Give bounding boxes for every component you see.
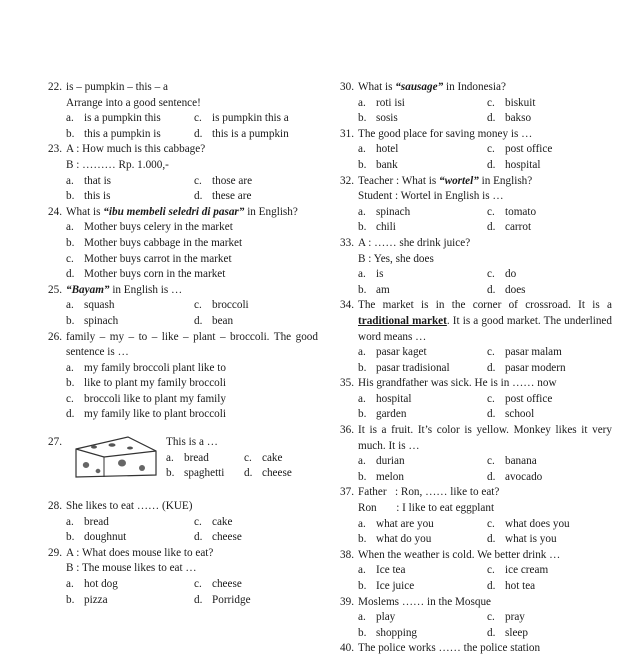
option-a[interactable]: a. my family broccoli plant like to bbox=[66, 361, 226, 374]
question-23 bbox=[48, 142, 318, 204]
question-instruction: Arrange into a good sentence! bbox=[66, 96, 201, 109]
question-31 bbox=[340, 127, 612, 174]
option-d[interactable]: d. cheese bbox=[194, 531, 242, 544]
option-b[interactable]: b. doughnut bbox=[66, 531, 127, 544]
question-number: 28. bbox=[48, 500, 62, 513]
question-text: The market is in the corner of crossroad. It is a traditional market. It is a good market. The underlined word means … bbox=[358, 299, 612, 343]
question-37 bbox=[340, 485, 612, 547]
question-text: A : What does mouse like to eat? bbox=[66, 546, 214, 559]
question-number: 37. bbox=[340, 486, 354, 499]
option-a[interactable]: a. durian bbox=[358, 455, 405, 468]
option-c[interactable]: c. cake bbox=[244, 451, 283, 464]
option-c[interactable]: c. post office bbox=[487, 143, 553, 156]
options bbox=[66, 577, 318, 608]
option-b[interactable]: b. Ice juice bbox=[358, 580, 415, 592]
option-a[interactable]: a. bread bbox=[166, 451, 209, 464]
question-text: When the weather is cold. We better drink … bbox=[358, 548, 561, 561]
option-c[interactable]: c. tomato bbox=[487, 205, 537, 218]
option-d[interactable]: d. sleep bbox=[487, 626, 528, 639]
question-29 bbox=[48, 546, 318, 608]
option-c[interactable]: c. ice cream bbox=[487, 564, 549, 577]
option-b[interactable]: b. like to plant my family broccoli bbox=[66, 377, 226, 390]
options bbox=[358, 610, 612, 641]
options bbox=[66, 111, 318, 142]
question-text-2: B : Yes, she does bbox=[358, 252, 434, 265]
question-text: The police works …… the police station bbox=[358, 642, 541, 655]
question-number: 38. bbox=[340, 548, 354, 561]
option-d[interactable]: d. does bbox=[487, 283, 526, 296]
question-22 bbox=[48, 80, 318, 142]
question-39 bbox=[340, 595, 612, 642]
question-number: 23. bbox=[48, 143, 62, 156]
option-b[interactable]: b. spaghetti bbox=[166, 467, 225, 480]
question-26 bbox=[48, 330, 318, 424]
option-c[interactable]: c. what does you bbox=[487, 517, 570, 530]
question-number: 33. bbox=[340, 236, 354, 249]
option-a[interactable]: a. squash bbox=[66, 299, 115, 312]
option-c[interactable]: c. banana bbox=[487, 455, 537, 468]
option-b[interactable]: b. bank bbox=[358, 158, 398, 171]
question-30 bbox=[340, 80, 612, 127]
question-number: 34. bbox=[340, 299, 354, 312]
option-c[interactable]: c. broccoli bbox=[194, 299, 249, 312]
options bbox=[66, 515, 318, 546]
option-a[interactable]: a. that is bbox=[66, 174, 112, 187]
options bbox=[66, 361, 318, 423]
option-d[interactable]: d. my family like to plant broccoli bbox=[66, 408, 226, 421]
options bbox=[358, 563, 612, 594]
options bbox=[358, 142, 612, 173]
cheese-illustration bbox=[72, 435, 160, 481]
question-text: This is a … bbox=[166, 436, 218, 449]
option-c[interactable]: c. broccoli like to plant my family bbox=[66, 392, 226, 405]
option-b[interactable]: b. shopping bbox=[358, 626, 418, 639]
question-number: 31. bbox=[340, 127, 354, 140]
option-b[interactable]: b. garden bbox=[358, 408, 407, 421]
option-a[interactable]: a. hotel bbox=[358, 143, 399, 156]
option-d[interactable]: d. hot tea bbox=[487, 580, 536, 592]
options bbox=[358, 454, 612, 485]
option-a[interactable]: a. Ice tea bbox=[358, 564, 406, 577]
option-b[interactable]: b. melon bbox=[358, 470, 404, 483]
question-text: is – pumpkin – this – a bbox=[66, 81, 168, 93]
option-b[interactable]: b. this is bbox=[66, 190, 111, 203]
question-number: 36. bbox=[340, 424, 354, 437]
option-d[interactable]: d. carrot bbox=[487, 221, 532, 234]
option-d[interactable]: d. hospital bbox=[487, 158, 541, 171]
option-b[interactable]: b. sosis bbox=[358, 112, 398, 125]
question-27-content bbox=[166, 435, 324, 482]
question-text: Moslems …… in the Mosque bbox=[358, 595, 492, 608]
question-number: 35. bbox=[340, 377, 354, 390]
question-27 bbox=[48, 435, 318, 499]
question-text: She likes to eat …… (KUE) bbox=[66, 500, 193, 513]
option-a[interactable]: a. play bbox=[358, 611, 396, 624]
option-a[interactable]: a. what are you bbox=[358, 517, 434, 530]
question-35 bbox=[340, 376, 612, 423]
question-text: What is “ibu membeli seledri di pasar” in English? bbox=[66, 205, 298, 218]
option-d[interactable]: d. cheese bbox=[244, 467, 292, 480]
question-text: family – my – to – like – plant – broccoli. The good sentence is … bbox=[66, 330, 318, 359]
option-c[interactable]: c. is pumpkin this a bbox=[194, 112, 289, 125]
question-32 bbox=[340, 174, 612, 236]
question-33 bbox=[340, 236, 612, 298]
underlined-word: traditional market bbox=[358, 314, 447, 327]
option-b[interactable]: b. this a pumpkin is bbox=[66, 127, 161, 140]
option-a[interactable]: a. pasar kaget bbox=[358, 346, 427, 359]
option-a[interactable]: a. is bbox=[358, 268, 384, 281]
question-number: 26. bbox=[48, 330, 62, 343]
option-d[interactable]: d. these are bbox=[194, 190, 252, 203]
option-d[interactable]: d. Porridge bbox=[194, 593, 251, 606]
question-28 bbox=[48, 499, 318, 546]
option-b[interactable]: b. am bbox=[358, 283, 390, 296]
option-d[interactable]: d. avocado bbox=[487, 470, 543, 483]
left-column bbox=[48, 80, 318, 608]
question-number: 27. bbox=[48, 436, 62, 449]
options bbox=[66, 174, 318, 205]
option-d[interactable]: d. bakso bbox=[487, 112, 532, 125]
question-text: The good place for saving money is … bbox=[358, 127, 533, 140]
question-text-2: Student : Wortel in English is … bbox=[358, 190, 504, 203]
question-text-2: B : The mouse likes to eat … bbox=[66, 562, 197, 575]
option-a[interactable]: a. Mother buys celery in the market bbox=[66, 221, 233, 234]
option-c[interactable]: c. cake bbox=[194, 515, 233, 528]
option-a[interactable]: a. roti isi bbox=[358, 96, 405, 109]
option-c[interactable]: c. pasar malam bbox=[487, 346, 562, 359]
option-c[interactable]: c. those are bbox=[194, 174, 253, 187]
right-column bbox=[340, 80, 612, 657]
question-text: Teacher : What is “wortel” in English? bbox=[358, 174, 533, 187]
option-a[interactable]: a. is a pumpkin this bbox=[66, 112, 161, 125]
question-text: What is “sausage” in Indonesia? bbox=[358, 81, 506, 93]
question-number: 24. bbox=[48, 205, 62, 218]
question-text-2: B : ……… Rp. 1.000,- bbox=[66, 158, 169, 171]
option-a[interactable]: a. hot dog bbox=[66, 578, 118, 591]
options bbox=[358, 392, 612, 423]
question-number: 30. bbox=[340, 81, 354, 93]
option-b[interactable]: b. what do you bbox=[358, 533, 432, 546]
option-d[interactable]: d. what is you bbox=[487, 533, 557, 546]
question-number: 32. bbox=[340, 174, 354, 187]
options bbox=[358, 345, 612, 376]
option-b[interactable]: b. pasar tradisional bbox=[358, 361, 450, 374]
option-d[interactable]: d. this is a pumpkin bbox=[194, 127, 289, 140]
question-25 bbox=[48, 283, 318, 330]
question-text: His grandfather was sick. He is in …… now bbox=[358, 377, 557, 390]
options bbox=[66, 298, 318, 329]
option-d[interactable]: d. Mother buys corn in the market bbox=[66, 268, 226, 281]
option-c[interactable]: c. post office bbox=[487, 392, 553, 405]
question-38 bbox=[340, 548, 612, 595]
question-text: It is a fruit. It’s color is yellow. Monkey likes it very much. It is … bbox=[358, 424, 612, 452]
question-number: 25. bbox=[48, 283, 62, 296]
option-d[interactable]: d. bean bbox=[194, 314, 234, 327]
options bbox=[358, 205, 612, 236]
question-40 bbox=[340, 641, 612, 657]
question-number: 29. bbox=[48, 546, 62, 559]
question-24 bbox=[48, 205, 318, 283]
option-b[interactable]: b. spinach bbox=[66, 314, 119, 327]
question-text: “Bayam” in English is … bbox=[66, 283, 183, 296]
option-d[interactable]: d. school bbox=[487, 408, 535, 421]
option-a[interactable]: a. hospital bbox=[358, 392, 412, 405]
options bbox=[358, 517, 612, 548]
option-c[interactable]: c. biskuit bbox=[487, 96, 536, 109]
question-text: A : How much is this cabbage? bbox=[66, 143, 206, 156]
question-text-2: Ron : I like to eat eggplant bbox=[358, 502, 495, 515]
question-text: Father : Ron, …… like to eat? bbox=[358, 486, 500, 499]
option-d[interactable]: d. pasar modern bbox=[487, 361, 566, 374]
option-c[interactable]: c. do bbox=[487, 268, 517, 281]
option-b[interactable]: b. chili bbox=[358, 221, 396, 234]
option-b[interactable]: b. pizza bbox=[66, 593, 108, 606]
option-c[interactable]: c. Mother buys carrot in the market bbox=[66, 252, 232, 265]
option-a[interactable]: a. bread bbox=[66, 515, 109, 528]
question-number: 22. bbox=[48, 81, 62, 93]
question-text: A : …… she drink juice? bbox=[358, 236, 471, 249]
options bbox=[66, 220, 318, 282]
option-c[interactable]: c. cheese bbox=[194, 578, 242, 591]
question-36 bbox=[340, 423, 612, 485]
question-number: 40. bbox=[340, 642, 354, 655]
options bbox=[358, 96, 612, 127]
option-c[interactable]: c. pray bbox=[487, 611, 525, 624]
options bbox=[358, 267, 612, 298]
question-number: 39. bbox=[340, 595, 354, 608]
option-b[interactable]: b. Mother buys cabbage in the market bbox=[66, 236, 243, 249]
question-34 bbox=[340, 298, 612, 376]
option-a[interactable]: a. spinach bbox=[358, 205, 411, 218]
